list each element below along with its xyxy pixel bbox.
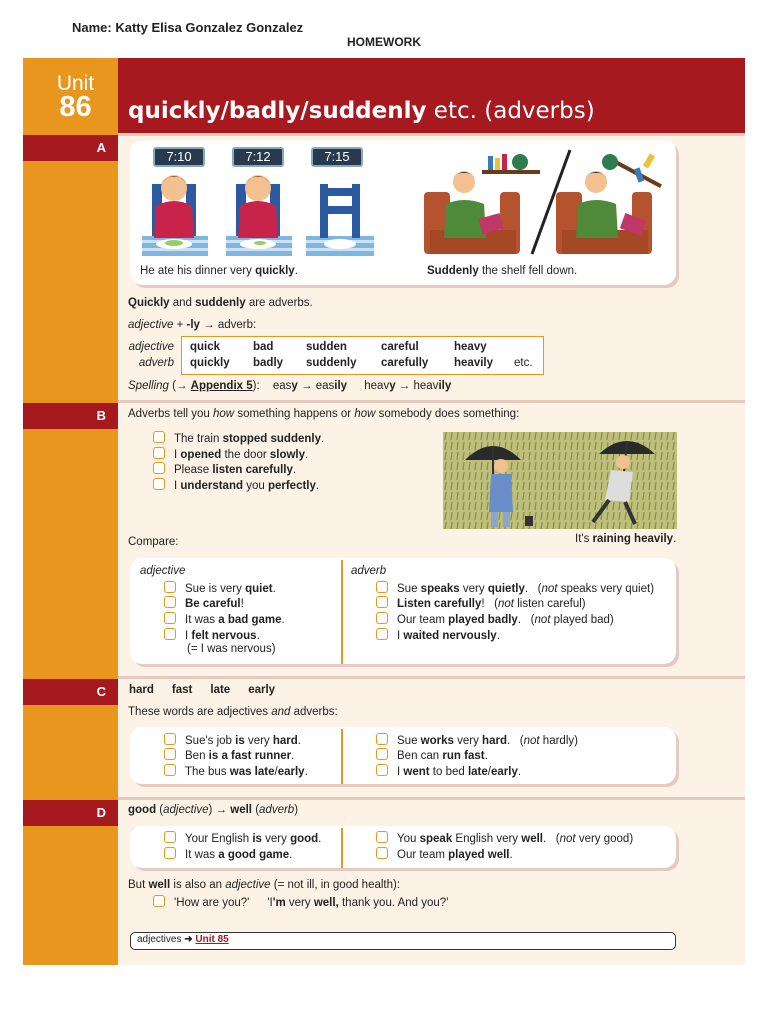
checkbox[interactable] xyxy=(153,895,165,907)
adverb-cell: quickly xyxy=(190,357,230,369)
c-left-1: Sue's job is very hard. xyxy=(164,733,301,747)
adv-example-4: I waited nervously. xyxy=(376,628,500,642)
adj-example-2: Be careful! xyxy=(164,596,244,610)
adjective-cell: careful xyxy=(381,341,419,353)
c-right-3: I went to bed late/early. xyxy=(376,764,521,778)
caption-dinner: He ate his dinner very quickly. xyxy=(140,265,298,277)
d-right-2: Our team played well. xyxy=(376,847,513,861)
page-title: quickly/badly/suddenly etc. (adverbs) xyxy=(128,98,595,124)
well-adjective-note: But well is also an adjective (= not ill, in good health): xyxy=(128,879,401,891)
spelling-rule: Spelling (→ Appendix 5): easy → easily heavy → heavily xyxy=(128,380,452,392)
shelf-illustration xyxy=(420,146,670,258)
checkbox[interactable] xyxy=(376,628,388,640)
adjective-cell: sudden xyxy=(306,341,347,353)
adv-example-1: Sue speaks very quietly. (not speaks very quiet) xyxy=(376,581,654,595)
checkbox[interactable] xyxy=(164,748,176,760)
adverb-cell: suddenly xyxy=(306,357,357,369)
checkbox[interactable] xyxy=(376,831,388,843)
adj-example-4: I felt nervous. xyxy=(164,628,260,642)
cross-reference: adjectives ➜ Unit 85 xyxy=(137,934,229,945)
checkbox[interactable] xyxy=(153,447,165,459)
appendix-link[interactable]: Appendix 5 xyxy=(190,380,253,392)
adjective-cell: heavy xyxy=(454,341,487,353)
checkbox[interactable] xyxy=(376,847,388,859)
compare-divider xyxy=(341,560,343,664)
checkbox[interactable] xyxy=(164,764,176,776)
clock-2: 7:12 xyxy=(232,147,284,167)
adv-example-3: Our team played badly. (not played bad) xyxy=(376,612,614,626)
checkbox[interactable] xyxy=(164,596,176,608)
example-b-3: Please listen carefully. xyxy=(153,462,296,476)
example-b-4: I understand you perfectly. xyxy=(153,478,319,492)
adj-example-3: It was a bad game. xyxy=(164,612,285,626)
compare-label: Compare: xyxy=(128,536,179,548)
rain-illustration xyxy=(443,432,677,529)
adv-example-2: Listen carefully! (not listen careful) xyxy=(376,596,586,610)
d-left-2: It was a good game. xyxy=(164,847,292,861)
table-etc: etc. xyxy=(514,357,533,369)
adverb-cell: carefully xyxy=(381,357,429,369)
adjective-cell: quick xyxy=(190,341,221,353)
d-right-1: You speak English very well. (not very good) xyxy=(376,831,633,845)
intro-b: Adverbs tell you how something happens or how somebody does something: xyxy=(128,408,520,420)
adjective-heading: adjective xyxy=(140,565,186,577)
checkbox[interactable] xyxy=(376,596,388,608)
c-left-3: The bus was late/early. xyxy=(164,764,308,778)
ly-rule: adjective + -ly → adverb: xyxy=(128,319,257,331)
caption-shelf: Suddenly the shelf fell down. xyxy=(427,265,578,277)
empty-chair xyxy=(306,184,374,256)
homework-title: HOMEWORK xyxy=(347,35,421,49)
checkbox[interactable] xyxy=(376,581,388,593)
unit-label: Unit xyxy=(56,72,95,95)
checkbox[interactable] xyxy=(164,733,176,745)
example-b-1: The train stopped suddenly. xyxy=(153,431,324,445)
adverb-heading: adverb xyxy=(351,565,387,577)
section-divider xyxy=(118,797,745,800)
man-shelf-falling xyxy=(556,153,662,254)
checkbox[interactable] xyxy=(164,628,176,640)
row-label-adverb: adverb xyxy=(138,357,174,369)
student-name: Name: Katty Elisa Gonzalez Gonzalez xyxy=(72,20,304,35)
section-divider xyxy=(118,400,745,403)
checkbox[interactable] xyxy=(153,462,165,474)
dialog-example: 'How are you?' 'I'm very well, thank you. And you?' xyxy=(153,895,448,909)
section-c-tab: C xyxy=(23,679,118,705)
checkbox[interactable] xyxy=(164,581,176,593)
c-right-1: Sue works very hard. (not hardly) xyxy=(376,733,578,747)
checkbox[interactable] xyxy=(153,431,165,443)
caption-rain: It's raining heavily. xyxy=(575,533,677,545)
boy-eating-2 xyxy=(226,175,292,256)
row-label-adjective: adjective xyxy=(128,341,174,353)
adverb-cell: heavily xyxy=(454,357,493,369)
checkbox[interactable] xyxy=(153,478,165,490)
adverb-cell: badly xyxy=(253,357,284,369)
boy-eating-1 xyxy=(142,175,208,256)
intro-c: These words are adjectives and adverbs: xyxy=(128,706,338,718)
intro-d: good (adjective) → well (adverb) xyxy=(128,804,299,816)
c-right-2: Ben can run fast. xyxy=(376,748,488,762)
section-a-tab: A xyxy=(23,135,118,161)
section-d-tab: D xyxy=(23,800,118,826)
unit-85-link[interactable]: Unit 85 xyxy=(195,934,229,945)
c-divider xyxy=(341,729,343,784)
clock-3: 7:15 xyxy=(311,147,363,167)
checkbox[interactable] xyxy=(376,612,388,624)
word-list: hard fast late early xyxy=(129,684,276,696)
adj-note: (= I was nervous) xyxy=(187,643,276,655)
clock-1: 7:10 xyxy=(153,147,205,167)
section-divider xyxy=(118,133,745,136)
adjective-cell: bad xyxy=(253,341,274,353)
c-left-2: Ben is a fast runner. xyxy=(164,748,294,762)
sidebar xyxy=(23,58,118,965)
adverb-table xyxy=(181,336,544,375)
d-divider xyxy=(341,828,343,868)
section-b-tab: B xyxy=(23,403,118,429)
example-b-2: I opened the door slowly. xyxy=(153,447,308,461)
checkbox[interactable] xyxy=(376,748,388,760)
checkbox[interactable] xyxy=(164,847,176,859)
unit-number: 86 xyxy=(59,91,92,123)
checkbox[interactable] xyxy=(164,612,176,624)
checkbox[interactable] xyxy=(164,831,176,843)
d-left-1: Your English is very good. xyxy=(164,831,321,845)
checkbox[interactable] xyxy=(376,733,388,745)
checkbox[interactable] xyxy=(376,764,388,776)
section-divider xyxy=(118,676,745,679)
man-reading-before xyxy=(424,154,540,254)
adj-example-1: Sue is very quiet. xyxy=(164,581,276,595)
intro-adverbs: Quickly and suddenly are adverbs. xyxy=(128,297,313,309)
dinner-illustration xyxy=(138,166,378,260)
